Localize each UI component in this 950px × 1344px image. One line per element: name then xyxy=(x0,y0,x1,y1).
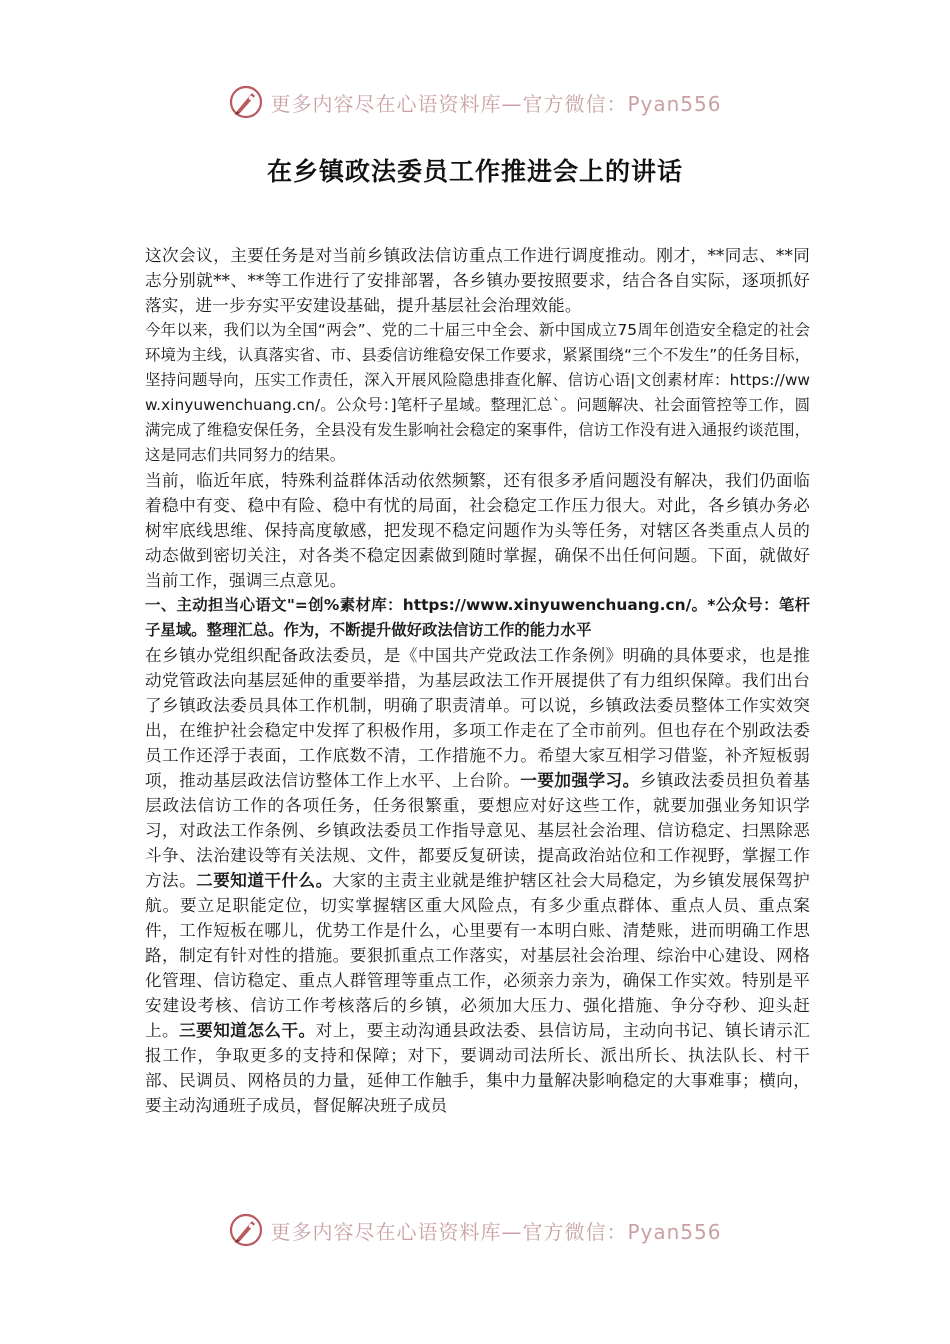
pen-logo-icon xyxy=(228,84,264,120)
watermark-footer xyxy=(0,1210,950,1250)
bold-point-2: 二要知道干什么。 xyxy=(196,871,333,890)
watermark-text: 更多内容尽在心语资料库—官方微信：Pyan556 xyxy=(270,1219,722,1244)
watermark-header xyxy=(0,82,950,122)
paragraph-section-1-part-c: 大家的主责主业就是维护辖区社会大局稳定，为乡镇发展保驾护航。要立足职能定位，切实掌握辖区重大风险点，有多少重点群体、重点人员、重点案件，工作短板在哪儿，优势工作是什么，心里要有一本明白账、清楚账，进而明确工作思路，制定有针对性的措施。要狠抓重点工作落实，对基层社会治理、综治中心建设、网格化管理、信访稳定、重点人群管理等重点工作，必须亲力亲为，确保工作实效。特别是平安建设考核、信访工作考核落后的乡镇，必须加大压力、强化措施、争分夺秒、迎头赶上。 xyxy=(145,871,810,1040)
bold-point-1: 一要加强学习。 xyxy=(520,771,640,790)
bold-point-3: 三要知道怎么干。 xyxy=(179,1021,316,1040)
pen-logo-icon xyxy=(228,1212,264,1248)
paragraph-achievements: 今年以来，我们以为全国“两会”、党的二十届三中全会、新中国成立75周年创造安全稳定的社会环境为主线，认真落实省、市、县委信访维稳安保工作要求，紧紧围绕“三个不发生”的任务目标，坚持问题导向，压实工作责任，深入开展风险隐患排查化解、信访心语|文创素材库：https://www.xinyuwenchuang.cn/。公众号：]笔杆子星域。整理汇总`。问题解决、社会面管控等工作，圆满完成了维稳安保任务，全县没有发生影响社会稳定的案事件，信访工作没有进入通报约谈范围，这是同志们共同努力的结果。 xyxy=(145,321,810,464)
paragraph-section-1-part-d: 对上，要主动沟通县政法委、县信访局，主动向书记、镇长请示汇报工作，争取更多的支持和保障；对下，要调动司法所长、派出所长、执法队长、村干部、民调员、网格员的力量，延伸工作触手，集中力量解决影响稳定的大事难事；横向，要主动沟通班子成员，督促解决班子成员 xyxy=(145,1021,810,1115)
paragraph-section-1-part-a: 在乡镇办党组织配备政法委员，是《中国共产党政法工作条例》明确的具体要求，也是推动党管政法向基层延伸的重要举措，为基层政法工作开展提供了有力组织保障。我们出台了乡镇政法委员具体工作机制，明确了职责清单。可以说，乡镇政法委员整体工作实效突出，在维护社会稳定中发挥了积极作用，多项工作走在了全市前列。但也存在个别政法委员工作还浮于表面，工作底数不清，工作措施不力。希望大家互相学习借鉴，补齐短板弱项，推动基层政法信访整体工作上水平、上台阶。 xyxy=(145,646,810,790)
paragraph-section-1-part-b: 乡镇政法委员担负着基层政法信访工作的各项任务，任务很繁重，要想应对好这些工作，就要加强业务知识学习，对政法工作条例、乡镇政法委员工作指导意见、基层社会治理、信访稳定、扫黑除恶斗争、法治建设等有关法规、文件，都要反复研读，提高政治站位和工作视野，掌握工作方法。 xyxy=(145,771,811,890)
document-title: 在乡镇政法委员工作推进会上的讲话 xyxy=(266,157,683,186)
watermark-text: 更多内容尽在心语资料库—官方微信：Pyan556 xyxy=(270,91,722,116)
paragraph-intro: 这次会议，主要任务是对当前乡镇政法信访重点工作进行调度推动。刚才，**同志、**同志分别就**、**等工作进行了安排部署，各乡镇办要按照要求，结合各自实际，逐项抓好落实，进一步夯实平安建设基础，提升基层社会治理效能。 xyxy=(145,246,810,315)
paragraph-situation: 当前，临近年底，特殊利益群体活动依然频繁，还有很多矛盾问题没有解决，我们仍面临着稳中有变、稳中有险、稳中有忧的局面，社会稳定工作压力很大。对此，各乡镇办务必树牢底线思维、保持高度敏感，把发现不稳定问题作为头等任务，对辖区各类重点人员的动态做到密切关注，对各类不稳定因素做到随时掌握，确保不出任何问题。下面，就做好当前工作，强调三点意见。 xyxy=(145,471,810,590)
document-body xyxy=(145,243,810,1118)
paragraph-section-1 xyxy=(145,643,810,1118)
section-heading-1: 一、主动担当心语文"=创%素材库：https://www.xinyuwenchuang.cn/。*公众号：笔杆子星域。整理汇总。作为，不断提升做好政法信访工作的能力水平 xyxy=(145,596,810,639)
